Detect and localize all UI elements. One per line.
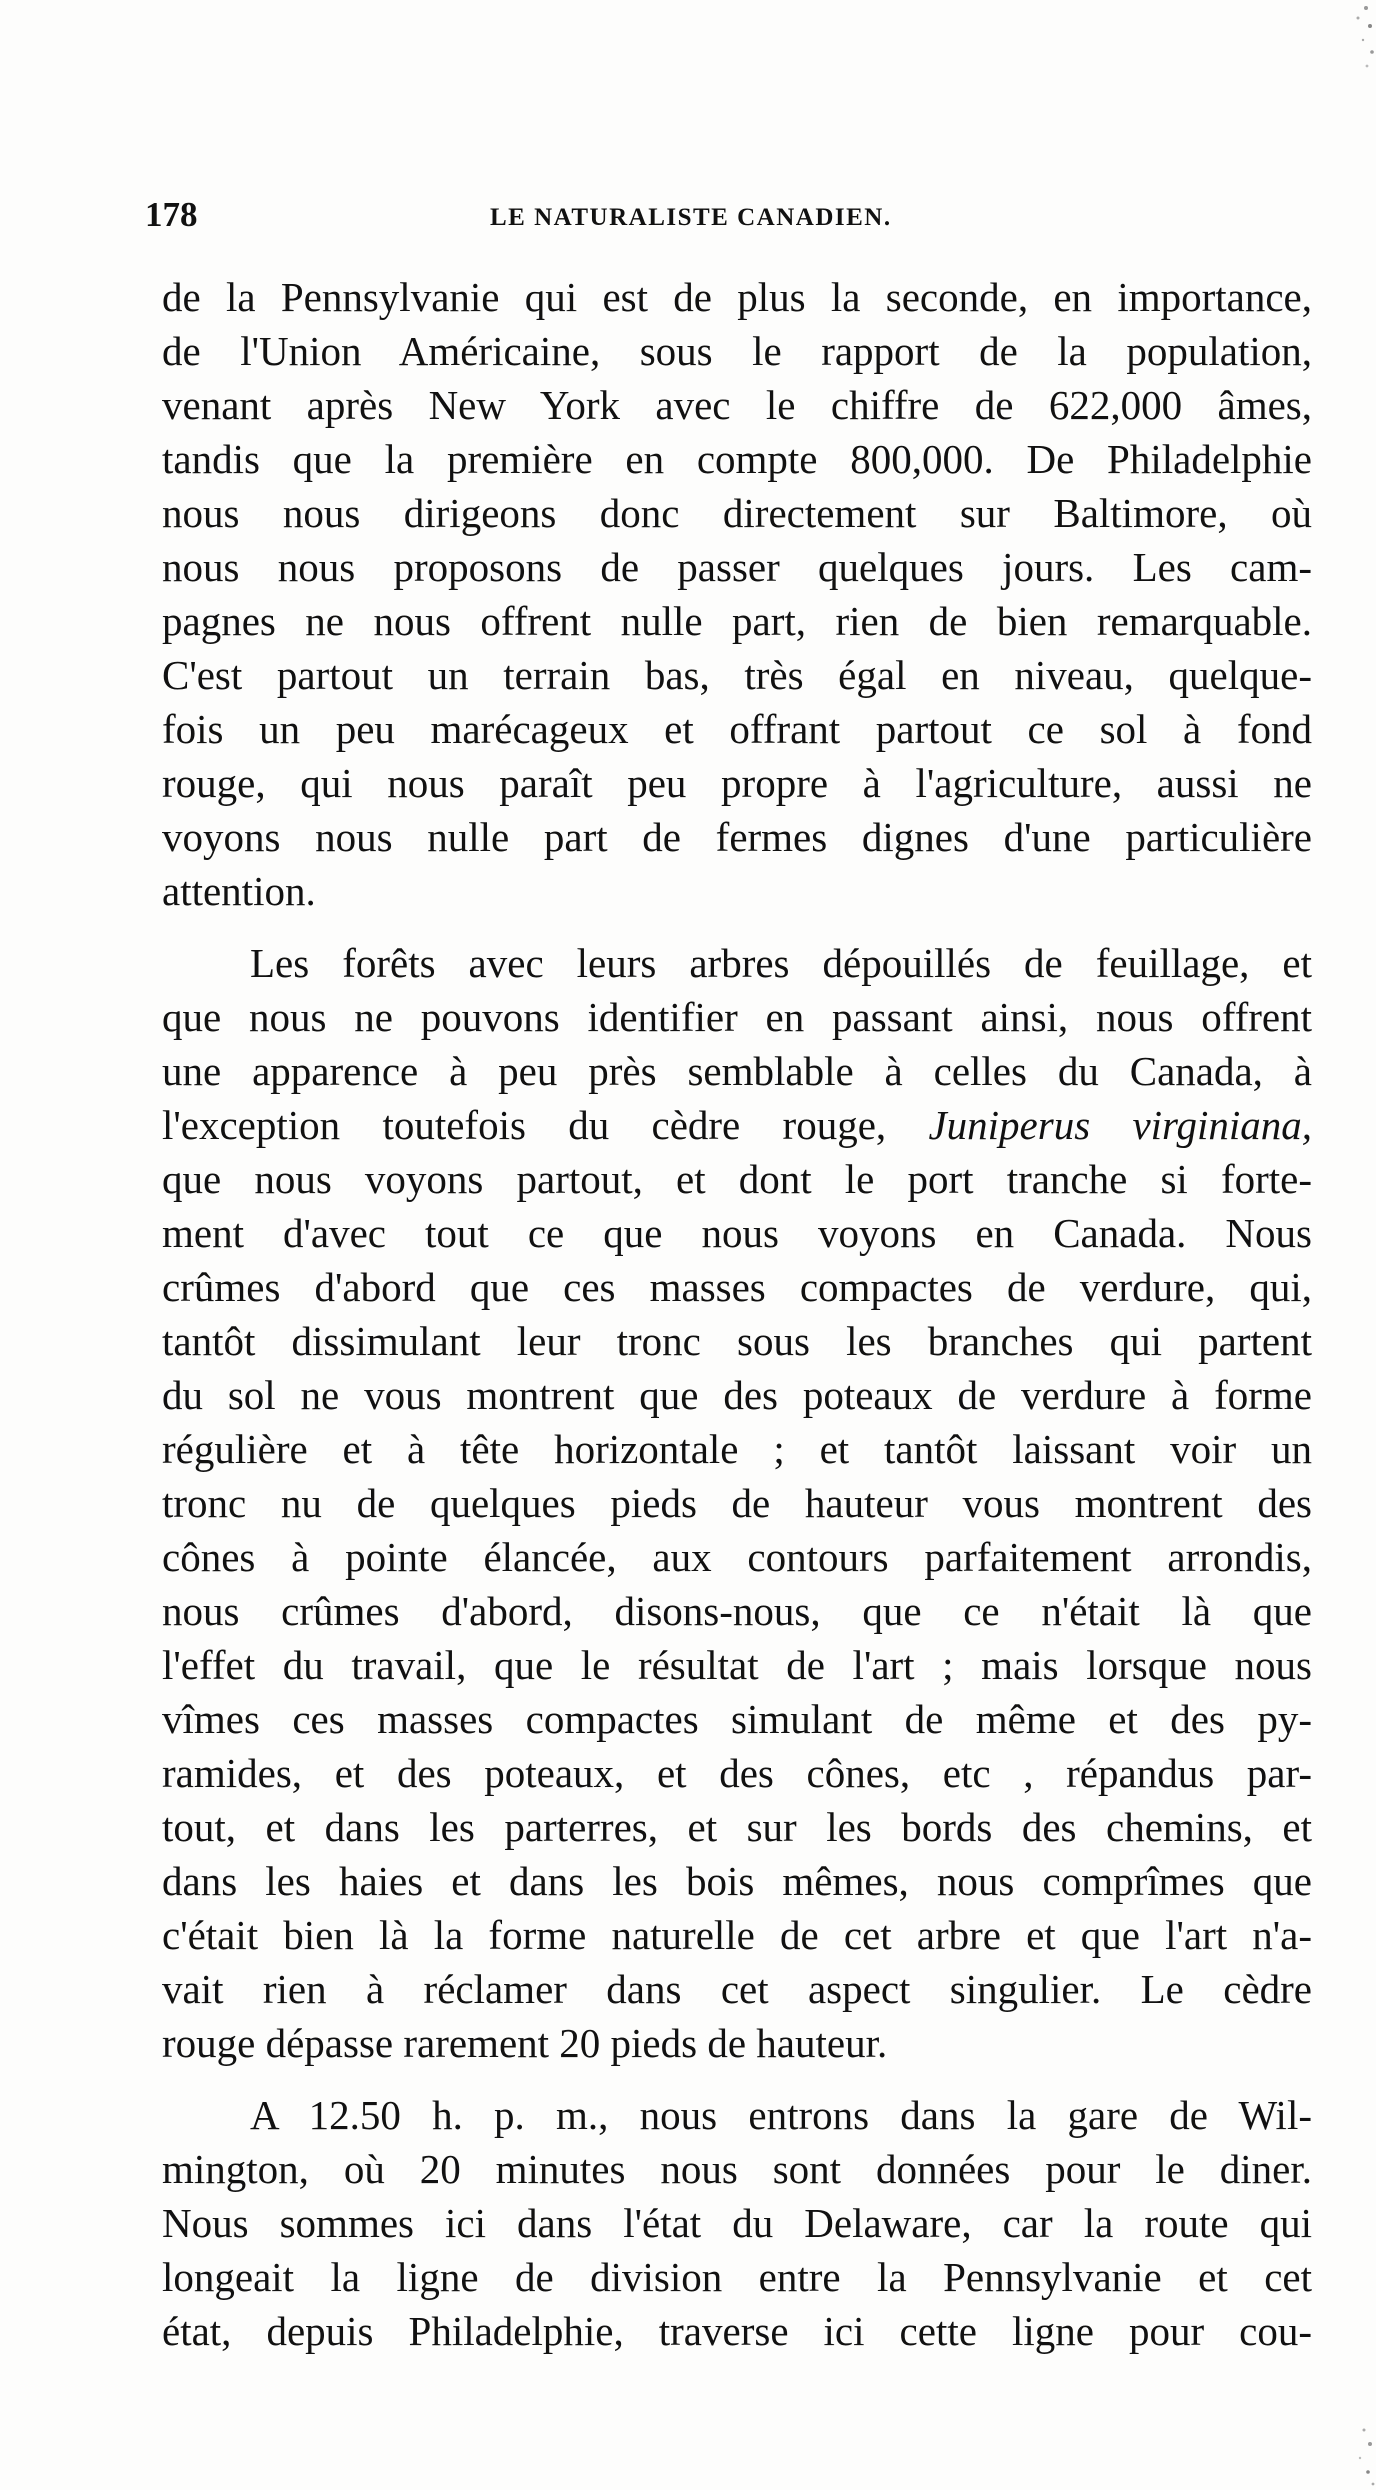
text-line: c'était bien là la forme naturelle de cet arbre et que l'art n'a-	[162, 1912, 1312, 1958]
text-line: que nous ne pouvons identifier en passant ainsi, nous offrent	[162, 994, 1312, 1040]
text-line: voyons nous nulle part de fermes dignes d'une particulière	[162, 814, 1312, 860]
text-line: que nous voyons partout, et dont le port tranche si forte-	[162, 1156, 1312, 1202]
text-line: A 12.50 h. p. m., nous entrons dans la gare de Wil-	[250, 2092, 1312, 2138]
text-line: mington, où 20 minutes nous sont données pour le diner.	[162, 2146, 1312, 2192]
text-line: du sol ne vous montrent que des poteaux de verdure à forme	[162, 1372, 1312, 1418]
text-line: C'est partout un terrain bas, très égal en niveau, quelque-	[162, 652, 1312, 698]
text-line-with-italic	[162, 1098, 1312, 1152]
text-line: tout, et dans les parterres, et sur les bords des chemins, et	[162, 1804, 1312, 1850]
page-header	[145, 195, 1315, 245]
page-edge-specks	[1336, 2400, 1376, 2490]
text-line: longeait la ligne de division entre la Pennsylvanie et cet	[162, 2254, 1312, 2300]
text-line: vait rien à réclamer dans cet aspect singulier. Le cèdre	[162, 1966, 1312, 2012]
text-line: pagnes ne nous offrent nulle part, rien de bien remarquable.	[162, 598, 1312, 644]
text-segment: l'exception toutefois du cèdre rouge,	[162, 1102, 887, 1148]
text-line: l'effet du travail, que le résultat de l'art ; mais lorsque nous	[162, 1642, 1312, 1688]
text-line: rouge, qui nous paraît peu propre à l'agriculture, aussi ne	[162, 760, 1312, 806]
text-line: rouge dépasse rarement 20 pieds de hauteur.	[162, 2020, 888, 2066]
running-head: LE NATURALISTE CANADIEN.	[490, 204, 892, 231]
text-line: crûmes d'abord que ces masses compactes de verdure, qui,	[162, 1264, 1312, 1310]
text-line: vîmes ces masses compactes simulant de même et des py-	[162, 1696, 1312, 1742]
latin-species-name: Juniperus virginiana,	[928, 1102, 1312, 1148]
text-line: tantôt dissimulant leur tronc sous les branches qui partent	[162, 1318, 1312, 1364]
text-line: cônes à pointe élancée, aux contours parfaitement arrondis,	[162, 1534, 1312, 1580]
text-line: tronc nu de quelques pieds de hauteur vous montrent des	[162, 1480, 1312, 1526]
paragraph-1	[162, 270, 1312, 918]
text-line: de l'Union Américaine, sous le rapport de la population,	[162, 328, 1312, 374]
text-line: dans les haies et dans les bois mêmes, nous comprîmes que	[162, 1858, 1312, 1904]
text-line: attention.	[162, 868, 316, 914]
text-line: Nous sommes ici dans l'état du Delaware, car la route qui	[162, 2200, 1312, 2246]
text-line: ment d'avec tout ce que nous voyons en Canada. Nous	[162, 1210, 1312, 1256]
text-line: régulière et à tête horizontale ; et tantôt laissant voir un	[162, 1426, 1312, 1472]
text-line: venant après New York avec le chiffre de 622,000 âmes,	[162, 382, 1312, 428]
page-edge-specks	[1336, 0, 1376, 90]
text-line: de la Pennsylvanie qui est de plus la seconde, en importance,	[162, 274, 1312, 320]
text-line: tandis que la première en compte 800,000. De Philadelphie	[162, 436, 1312, 482]
paragraph-3	[162, 2088, 1312, 2358]
text-line: ramides, et des poteaux, et des cônes, etc , répandus par-	[162, 1750, 1312, 1796]
page-number: 178	[145, 195, 198, 234]
text-line: nous nous proposons de passer quelques jours. Les cam-	[162, 544, 1312, 590]
text-line: nous nous dirigeons donc directement sur Baltimore, où	[162, 490, 1312, 536]
body-text	[162, 270, 1312, 2358]
text-line: Les forêts avec leurs arbres dépouillés de feuillage, et	[250, 940, 1312, 986]
text-line: nous crûmes d'abord, disons-nous, que ce n'était là que	[162, 1588, 1312, 1634]
text-line: une apparence à peu près semblable à celles du Canada, à	[162, 1048, 1312, 1094]
text-line: état, depuis Philadelphie, traverse ici cette ligne pour cou-	[162, 2308, 1312, 2354]
text-line: fois un peu marécageux et offrant partout ce sol à fond	[162, 706, 1312, 752]
paragraph-2	[162, 936, 1312, 2070]
